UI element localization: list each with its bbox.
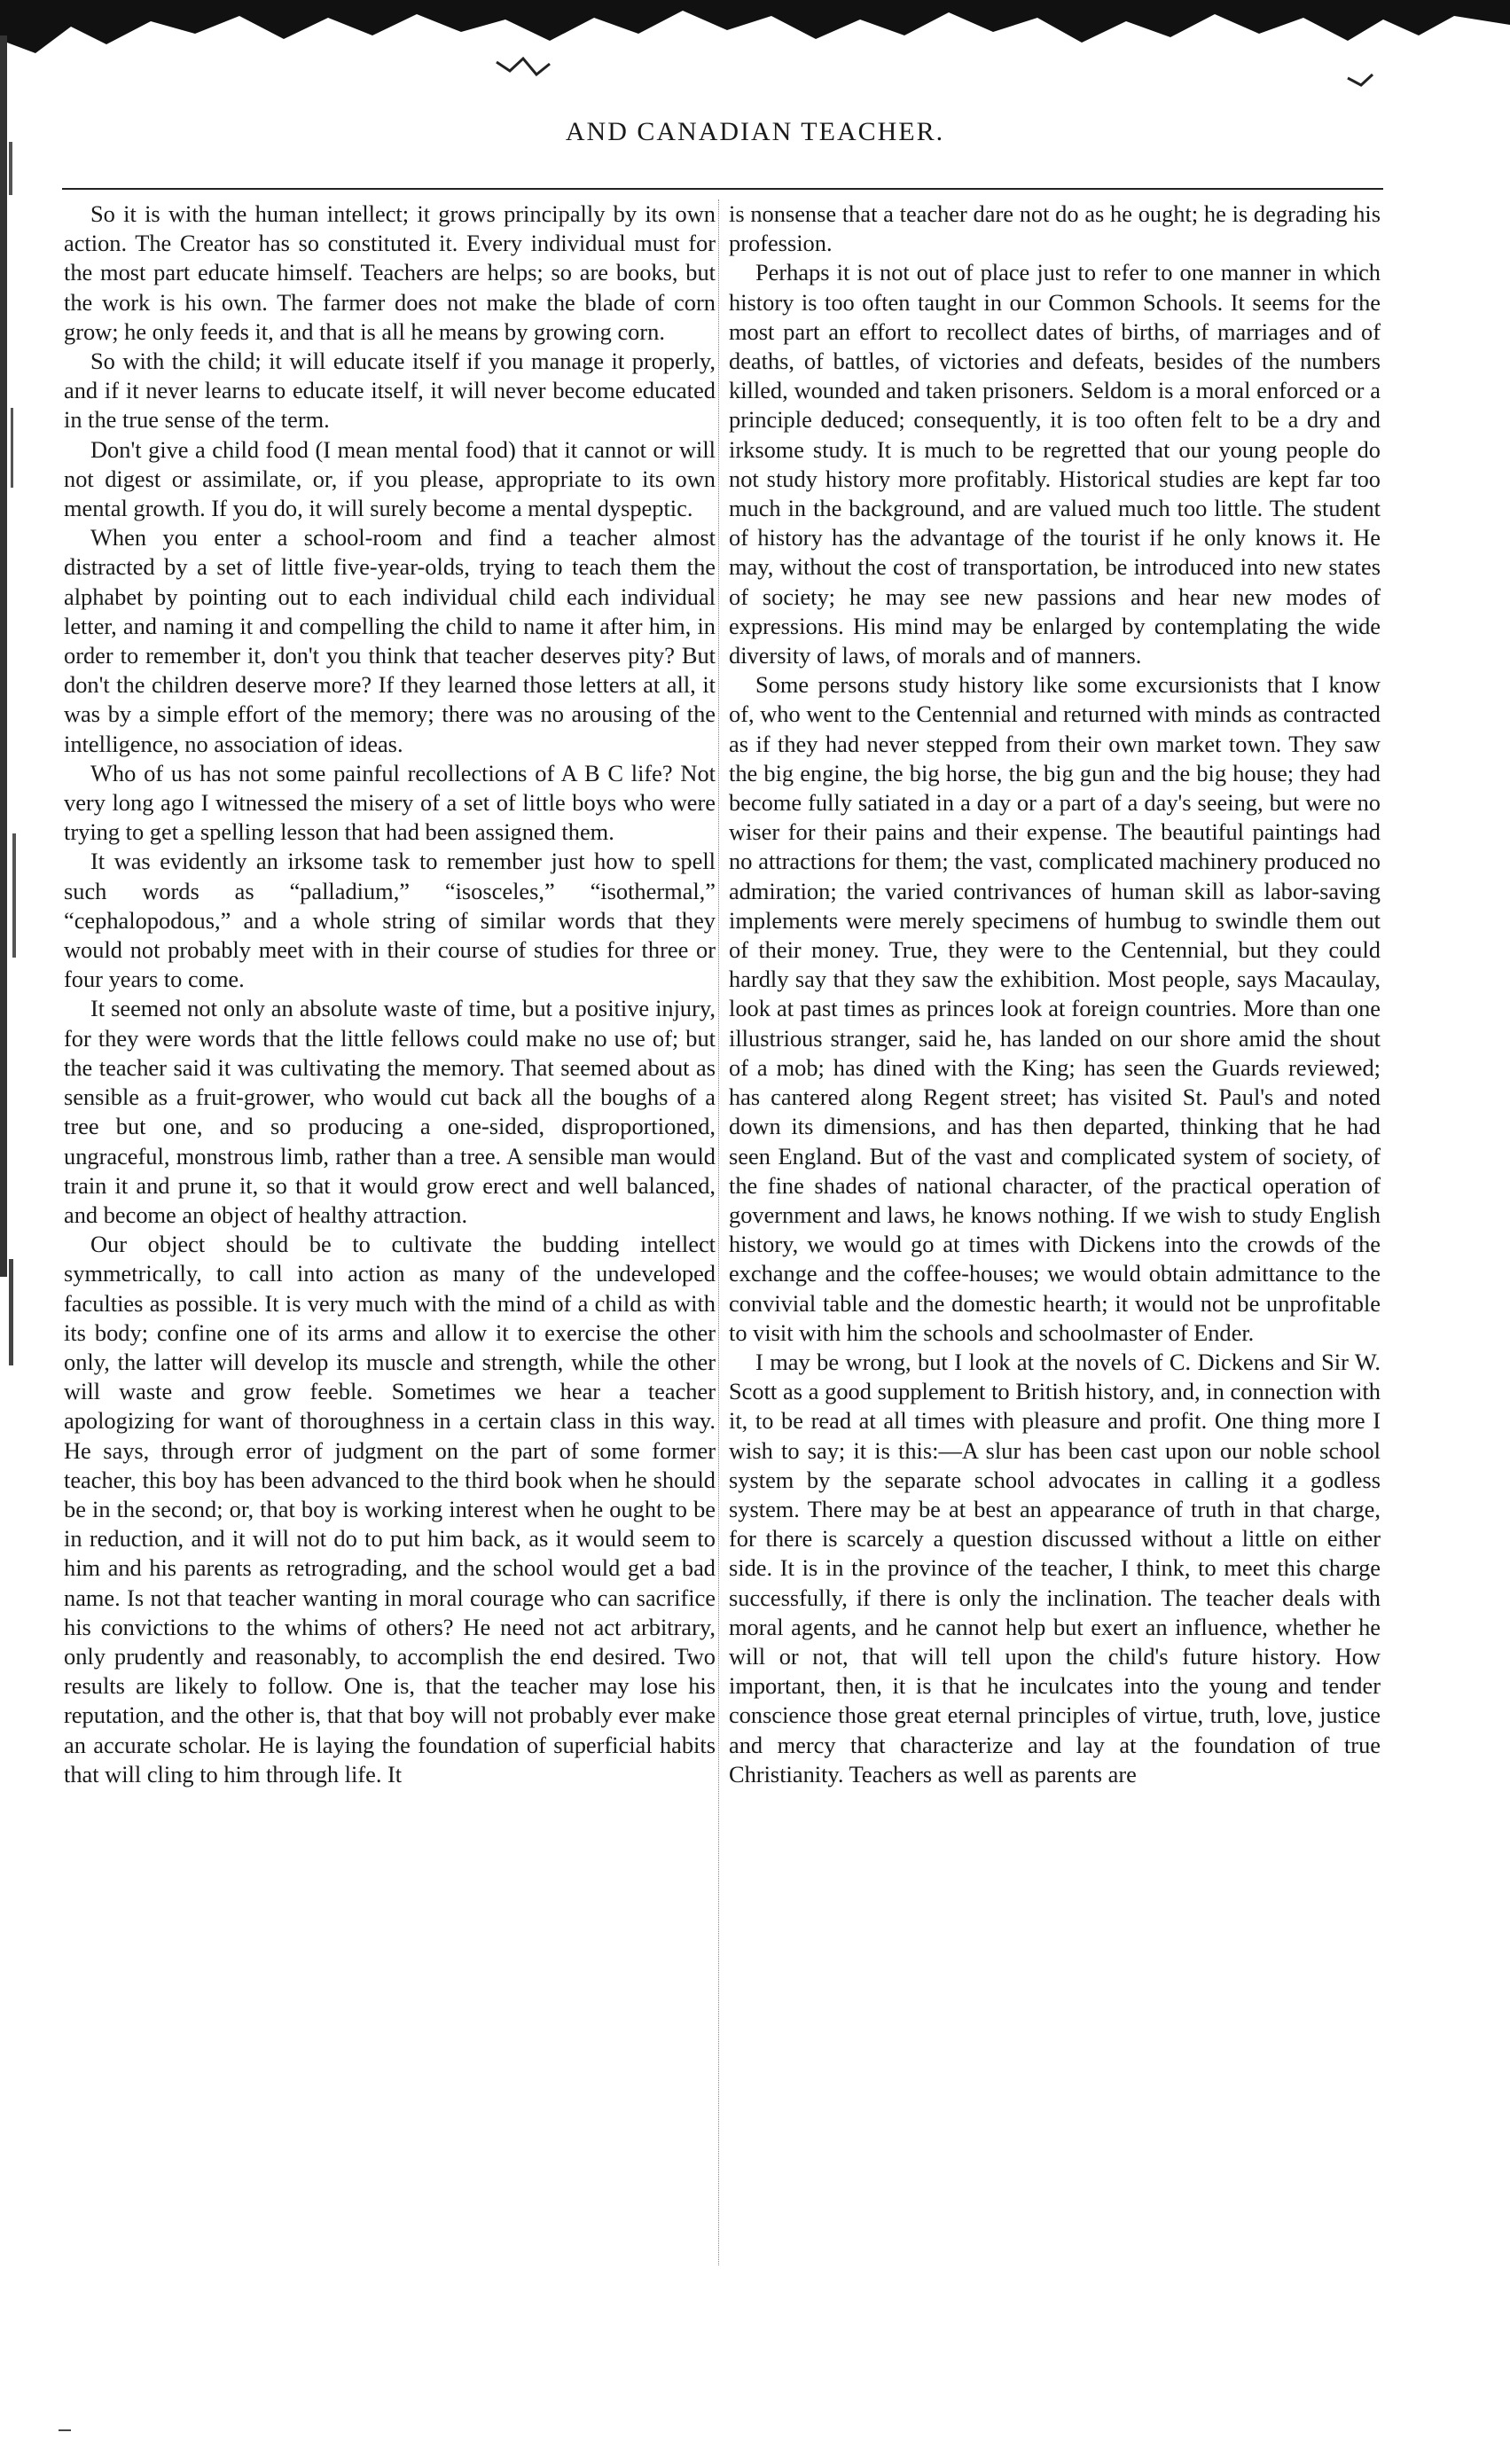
- paragraph: When you enter a school-room and find a teacher almost distracted by a set of little five-year-olds, trying to teach them the alphabet by pointing out to each individual child each individual letter, and naming it and compelling the child to name it after him, in order to remember it, don't you think that teacher deserves pity? But don't the children deserve more? If they learned those letters at all, it was by a simple effort of the memory; there was no arousing of the intelligence, no association of ideas.: [64, 524, 716, 757]
- paragraph: Who of us has not some painful recollections of A B C life? Not very long ago I witnessed the misery of a set of little boys who were trying to get a spelling lesson that had been assigned them.: [64, 759, 716, 846]
- torn-page-top-edge: [0, 0, 1510, 98]
- paragraph-continuation: is nonsense that a teacher dare not do as he ought; he is degrading his profession.: [729, 200, 1381, 257]
- right-column: [729, 199, 1381, 1789]
- running-head: AND CANADIAN TEACHER.: [565, 117, 945, 146]
- paragraph: So with the child; it will educate itself if you manage it properly, and if it never learns to educate itself, it will never become educated in the true sense of the term.: [64, 348, 716, 434]
- paragraph: I may be wrong, but I look at the novels of C. Dickens and Sir W. Scott as a good supplement to British history, and, in connection with it, to be read at all times with pleasure and profit. One thing more I wish to say; it is this:—A slur has been cast upon our noble school system by the separate school advocates in calling it a godless system. There may be at best an appearance of truth in that charge, for there is scarcely a question discussed without a little on either side. It is in the province of the teacher, I think, to meet this charge successfully, if there is only the inclination. The teacher deals with moral agents, and he cannot help but exert an influence, whether he will or not, that will tell upon the child's future history. How important, then, it is that he inculcates into the young and tender conscience those great eternal principles of virtue, truth, love, justice and mercy that characterize and lay at the foundation of true Christianity. Teachers as well as parents are: [729, 1348, 1381, 1787]
- paragraph: Don't give a child food (I mean mental food) that it cannot or will not digest or assimilate, or, if you please, appropriate to its own mental growth. If you do, it will surely become a mental dyspeptic.: [64, 435, 716, 522]
- footer-mark: [59, 2429, 71, 2431]
- column-divider: [718, 199, 719, 2265]
- paragraph: It seemed not only an absolute waste of time, but a positive injury, for they were words that the little fellows could make no use of; but the teacher said it was cultivating the memory. That seemed about as sensible as a fruit-grower, who would cut back all the boughs of a tree but one, and so producing a one-sided, disproportioned, ungraceful, monstrous limb, rather than a tree. A sensible man would train it and prune it, so that it would grow erect and well balanced, and become an object of healthy attraction.: [64, 995, 716, 1228]
- header-rule: [62, 188, 1383, 190]
- paragraph: Our object should be to cultivate the budding intellect symmetrically, to call into action as many of the undeveloped faculties as possible. It is very much with the mind of a child as with its body; confine one of its arms and allow it to exercise the other only, the latter will develop its muscle and strength, while the other will waste and grow feeble. Sometimes we hear a teacher apologizing for want of thoroughness in a certain class in this way. He says, through error of judgment on the part of some former teacher, this boy has been advanced to the third book when he should be in the second; or, that boy is working interest when he ought to be in reduction, and it will not do to put him back, as it would seem to him and his parents as retrograding, and the school would get a bad name. Is not that teacher wanting in moral courage who can sacrifice his convictions to the whims of others? He need not act arbitrary, only prudently and reasonably, to accomplish the end desired. Two results are likely to follow. One is, that the teacher may lose his reputation, and the other is, that that boy will not probably ever make an accurate scholar. He is laying the foundation of superficial habits that will cling to him through life. It: [64, 1231, 716, 1787]
- binding-edge-marks: [0, 35, 27, 1809]
- paragraph: It was evidently an irksome task to remember just how to spell such words as “palladium,” “isosceles,” “isothermal,” “cephalopodous,” and a whole string of similar words that they would not probably meet with in their course of studies for three or four years to come.: [64, 848, 716, 993]
- paragraph: So it is with the human intellect; it grows principally by its own action. The Creator has so constituted it. Every individual must for the most part educate himself. Teachers are helps; so are books, but the work is his own. The farmer does not make the blade of corn grow; he only feeds it, and that is all he means by growing corn.: [64, 200, 716, 345]
- paragraph: Some persons study history like some excursionists that I know of, who went to the Centennial and returned with minds as contracted as if they had never stepped from their own market town. They saw the big engine, the big horse, the big gun and the big house; they had become fully satiated in a day or a part of a day's seeing, but were no wiser for their pains and their expense. The beautiful paintings had no attractions for them; the vast, complicated machinery produced no admiration; the varied contrivances of human skill as labor-saving implements were merely specimens of humbug to swindle them out of their money. True, they were to the Centennial, but they could hardly say that they saw the exhibition. Most people, says Macaulay, look at past times as princes look at foreign countries. More than one illustrious stranger, said he, has landed on our shore amid the shout of a mob; has dined with the King; has seen the Guards reviewed; has cantered along Regent street; has visited St. Paul's and noted down its dimensions, and has then departed, thinking that he had seen England. But of the vast and complicated system of society, of the fine shades of national character, of the practical operation of government and laws, he knows nothing. If we wish to study English history, we would go at times with Dickens into the crowds of the exchange and the coffee-houses; we would obtain admittance to the convivial table and the domestic hearth; it would not be unprofitable to visit with him the schools and schoolmaster of Ender.: [729, 671, 1381, 1346]
- paragraph: Perhaps it is not out of place just to refer to one manner in which history is too often taught in our Common Schools. It seems for the most part an effort to recollect dates of births, of marriages and of deaths, of battles, of victories and defeats, besides of the numbers killed, wounded and taken prisoners. Seldom is a moral enforced or a principle deduced; consequently, it is too often felt to be a dry and irksome study. It is much to be regretted that our young people do not study history more profitably. Historical studies are kept far too much in the background, and are valued much too little. The student of history has the advantage of the tourist if he only knows it. He may, without the cost of transportation, be introduced into new states of society; he may see new passions and hear new modes of expressions. His mind may be enlarged by contemplating the wide diversity of laws, of morals and of manners.: [729, 259, 1381, 669]
- left-column: [64, 199, 716, 1789]
